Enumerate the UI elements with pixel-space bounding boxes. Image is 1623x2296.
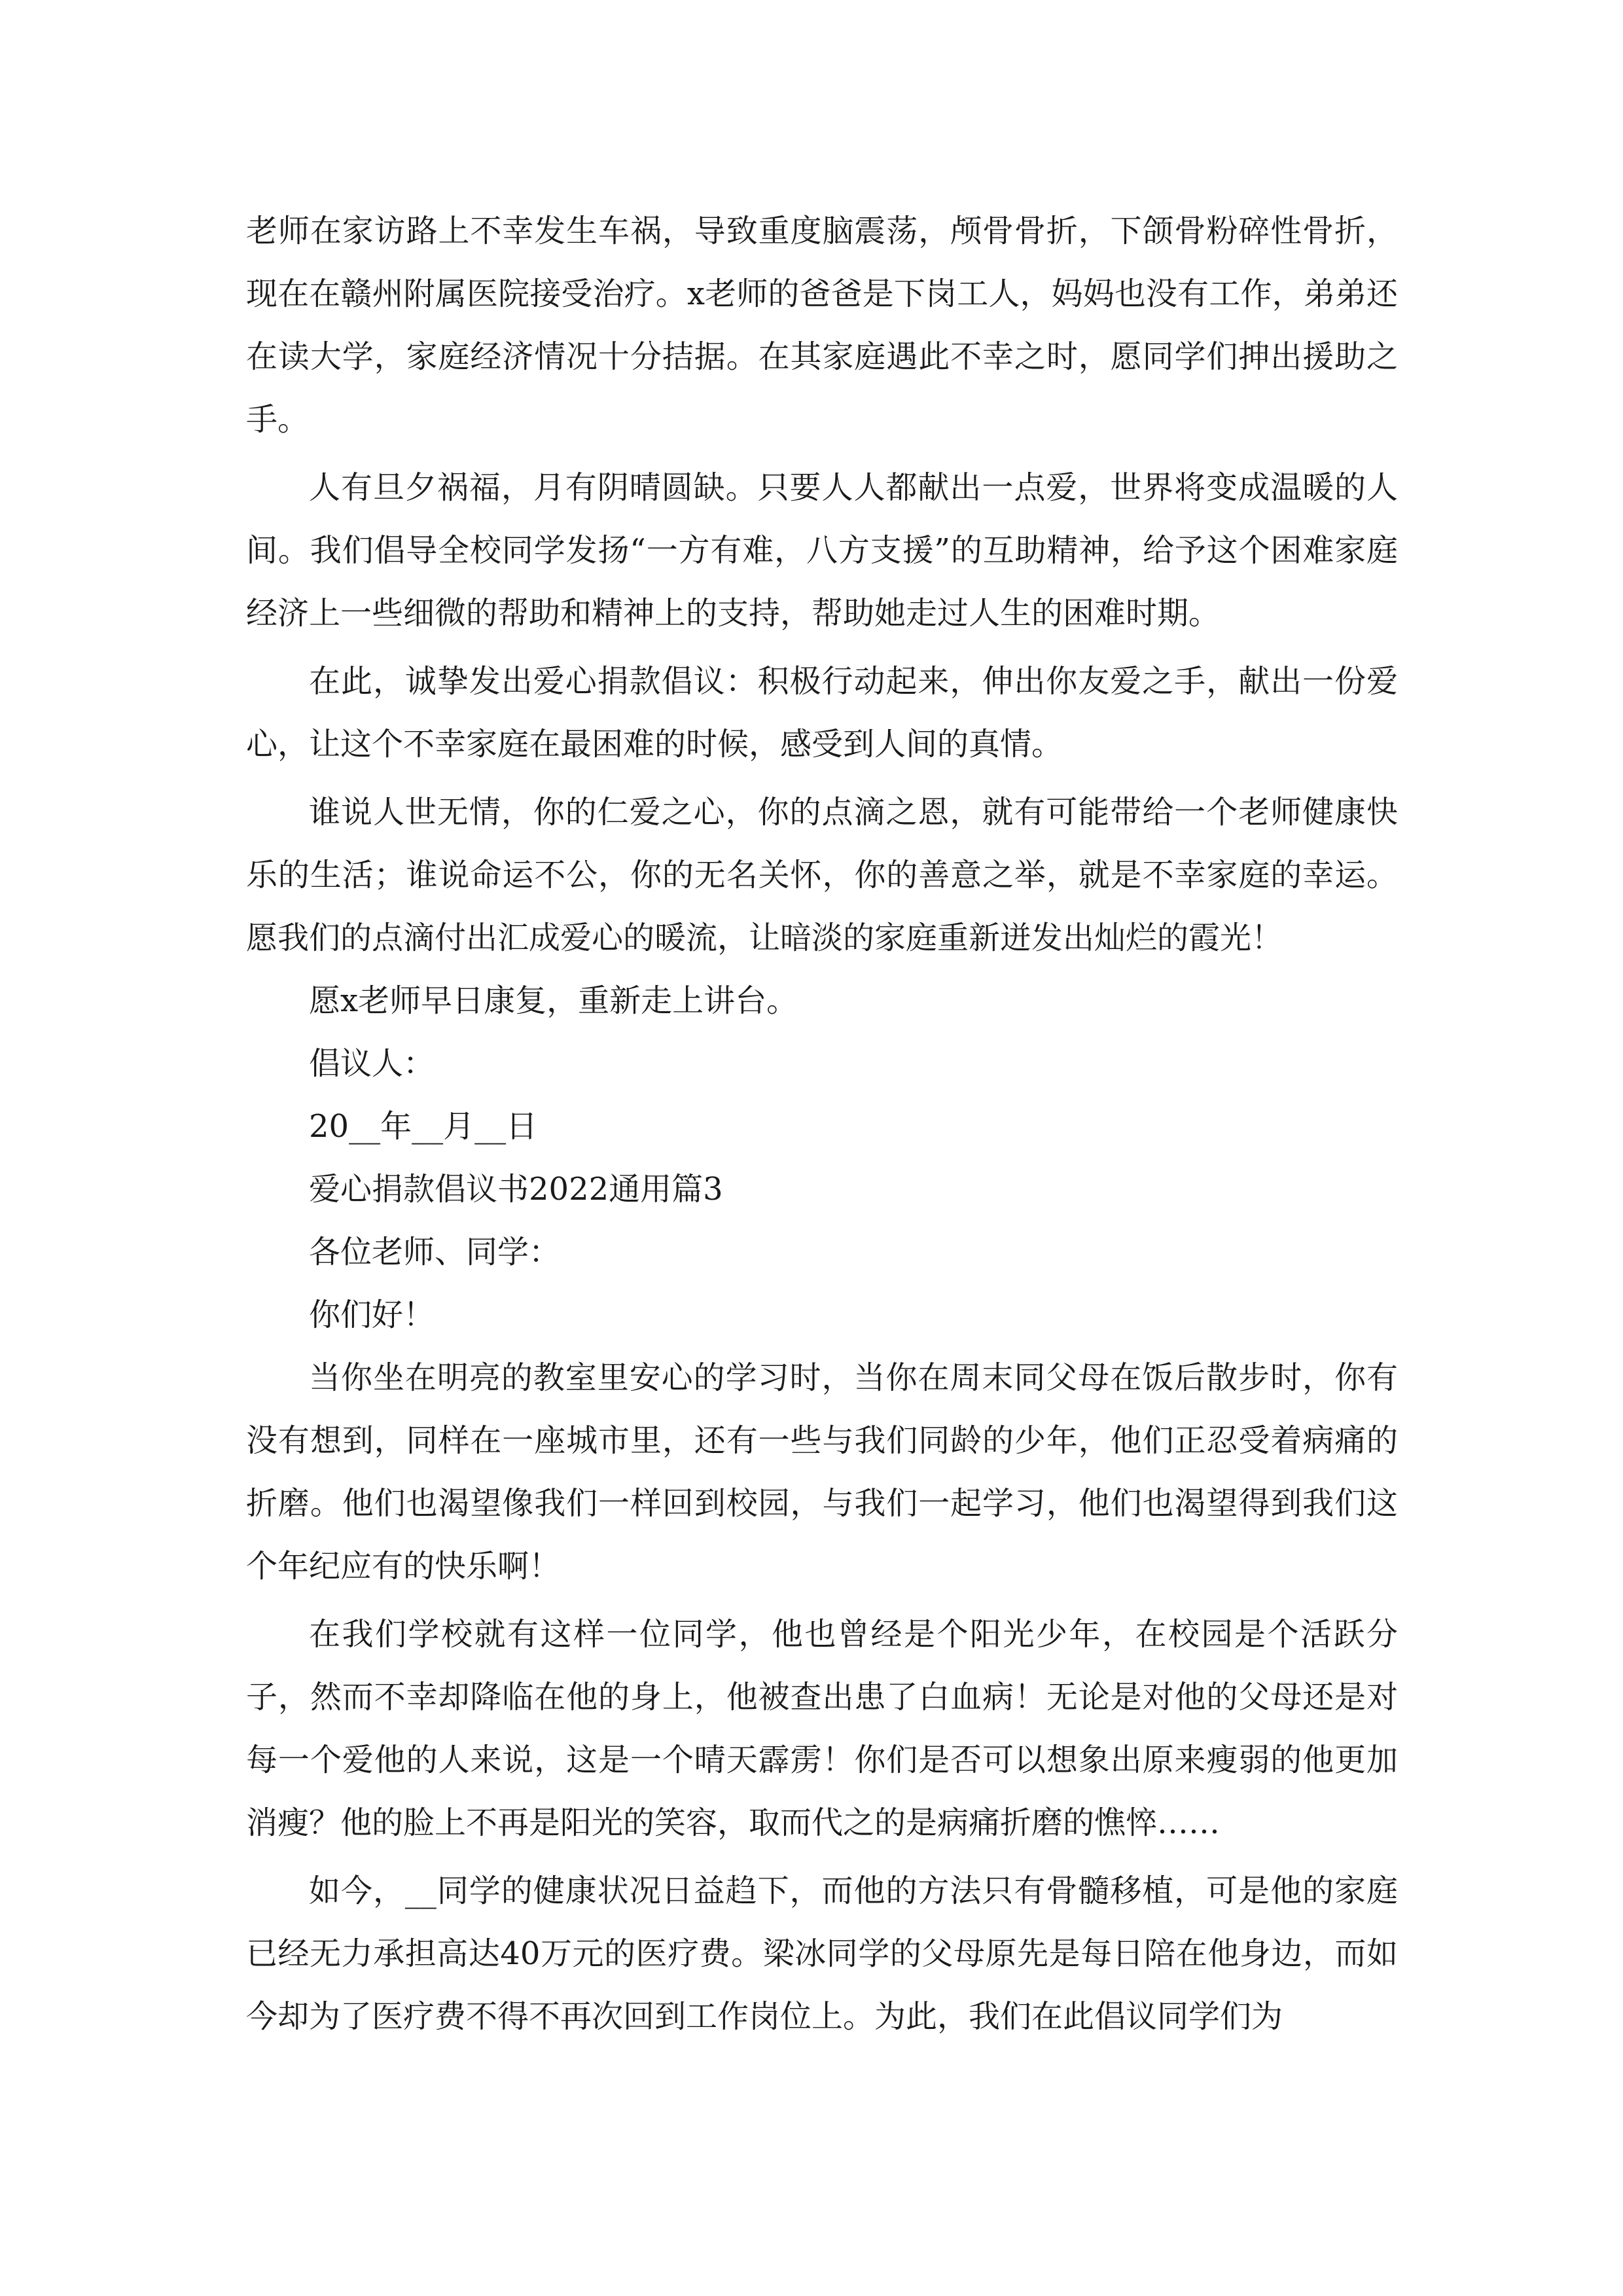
greeting: 你们好！ [309, 1297, 435, 1333]
paragraph: 当你坐在明亮的教室里安心的学习时，当你在周末同父母在饭后散步时，你有没有想到，同样在一座城市里，还有一些与我们同龄的少年，他们正忍受着病痛的折磨。他们也渴望像我们一样回到校园，与我们一起学习，他们也渴望得到我们这个年纪应有的快乐啊！ [246, 1359, 1398, 1585]
wish-line: 愿x老师早日康复，重新走上讲台。 [309, 982, 798, 1019]
section-title: 爱心捐款倡议书2022通用篇3 [309, 1171, 723, 1208]
paragraph-continuation: 老师在家访路上不幸发生车祸，导致重度脑震荡，颅骨骨折，下颌骨粉碎性骨折，现在在赣州附属医院接受治疗。x老师的爸爸是下岗工人，妈妈也没有工作，弟弟还在读大学，家庭经济情况十分拮据。在其家庭遇此不幸之时，愿同学们抻出援助之手。 [246, 213, 1398, 438]
salutation: 各位老师、同学： [309, 1234, 561, 1270]
paragraph: 如今，__同学的健康状况日益趋下，而他的方法只有骨髓移植，可是他的家庭已经无力承担高达40万元的医疗费。梁冰同学的父母原先是每日陪在他身边，而如今却为了医疗费不得不再次回到工作岗位上。为此，我们在此倡议同学们为 [246, 1873, 1398, 2035]
paragraph: 人有旦夕祸福，月有阴晴圆缺。只要人人都献出一点爱，世界将变成温暖的人间。我们倡导全校同学发扬“一方有难，八方支援”的互助精神，给予这个困难家庭经济上一些细微的帮助和精神上的支持，帮助她走过人生的困难时期。 [246, 469, 1398, 632]
paragraph: 谁说人世无情，你的仁爱之心，你的点滴之恩，就有可能带给一个老师健康快乐的生活；谁说命运不公，你的无名关怀，你的善意之举，就是不幸家庭的幸运。愿我们的点滴付出汇成爱心的暖流，让暗淡的家庭重新迸发出灿烂的霞光！ [246, 794, 1398, 956]
document-body [246, 200, 1398, 2048]
date-line: 20__年__月__日 [309, 1108, 538, 1145]
initiator-line: 倡议人： [309, 1045, 435, 1082]
paragraph: 在我们学校就有这样一位同学，他也曾经是个阳光少年，在校园是个活跃分子，然而不幸却降临在他的身上，他被查出患了白血病！无论是对他的父母还是对每一个爱他的人来说，这是一个晴天霹雳！你们是否可以想象出原来瘦弱的他更加消瘦？他的脸上不再是阳光的笑容，取而代之的是病痛折磨的憔悴…… [246, 1616, 1398, 1841]
paragraph: 在此，诚挚发出爱心捐款倡议：积极行动起来，伸出你友爱之手，献出一份爱心，让这个不幸家庭在最困难的时候，感受到人间的真情。 [246, 663, 1398, 762]
